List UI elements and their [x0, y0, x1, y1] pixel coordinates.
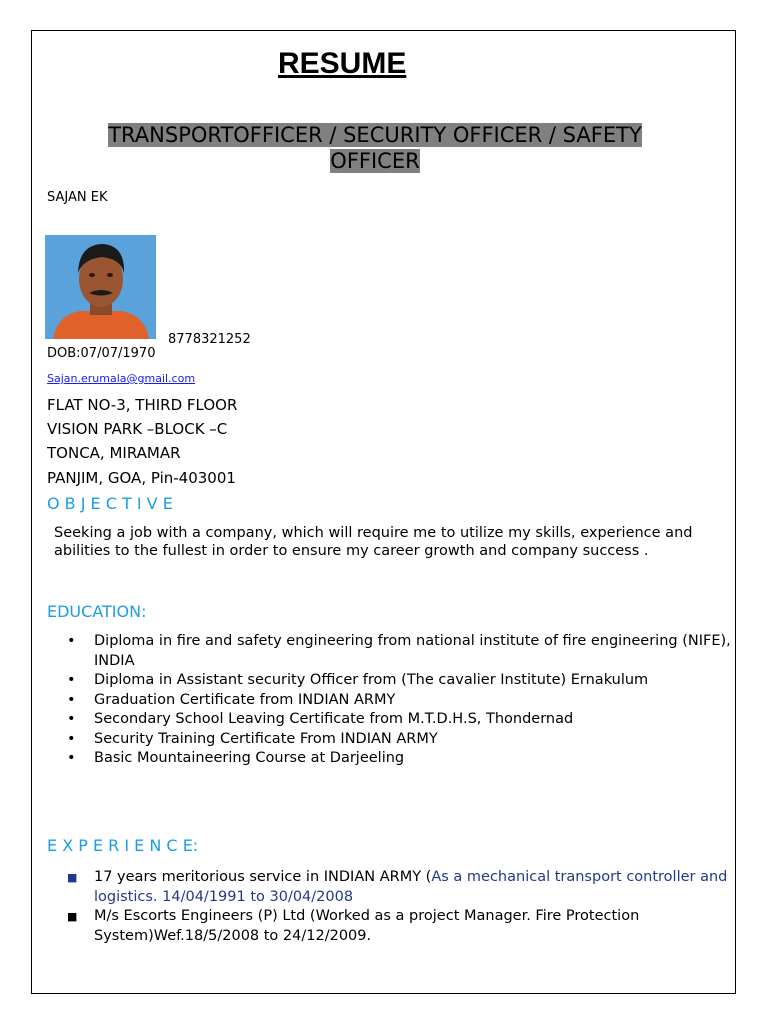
objective-text: Seeking a job with a company, which will require me to utilize my skills, experience and abilities to the fullest in order to ensure my career growth and company success . [54, 525, 693, 559]
address-line-1: FLAT NO-3, THIRD FLOOR [47, 396, 238, 414]
list-item: • Graduation Certificate from INDIAN ARMY [47, 691, 732, 711]
bullet-icon: • [67, 711, 76, 727]
bullet-icon: • [67, 691, 76, 708]
list-item: • Diploma in Assistant security Officer from (The cavalier Institute) Ernakulum [47, 671, 732, 691]
list-item: • Security Training Certificate From INDIAN ARMY [47, 730, 732, 750]
date-of-birth: DOB:07/07/1970 [47, 346, 156, 361]
bullet-icon: • [67, 633, 76, 649]
objective-heading: O B J E C T I V E [47, 494, 173, 513]
list-item: ■ M/s Escorts Engineers (P) Ltd (Worked as a project Manager. Fire Protection System)Wef.18/5/2008 to 24/12/2009. [67, 908, 640, 944]
square-bullet-icon: ■ [67, 871, 78, 884]
bullet-icon: • [67, 672, 76, 688]
address-line-4: PANJIM, GOA, Pin-403001 [47, 469, 236, 487]
job-title-line2: OFFICER [330, 149, 420, 173]
education-list [47, 632, 732, 769]
list-item: ■ 17 years meritorious service in INDIAN ARMY (As a mechanical transport controller and logistics. 14/04/1991 to 30/04/2008 [67, 869, 728, 905]
candidate-name: SAJAN EK [47, 190, 108, 205]
list-item: • Basic Mountaineering Course at Darjeeling [47, 749, 732, 769]
square-bullet-icon: ■ [67, 910, 78, 923]
profile-photo [45, 235, 156, 339]
bullet-icon: • [67, 730, 76, 747]
job-title [60, 122, 690, 174]
phone-number: 8778321252 [168, 332, 251, 347]
education-heading: EDUCATION: [47, 602, 147, 621]
address-line-3: TONCA, MIRAMAR [47, 444, 181, 462]
resume-title: RESUME [278, 47, 407, 80]
experience-list [47, 868, 732, 946]
email-link[interactable]: Sajan.erumala@gmail.com [47, 372, 196, 385]
address-line-2: VISION PARK –BLOCK –C [47, 420, 228, 438]
experience-heading: E X P E R I E N C E: [47, 836, 199, 855]
job-title-line1: TRANSPORTOFFICER / SECURITY OFFICER / SAFETY [108, 123, 642, 147]
bullet-icon: • [67, 750, 76, 766]
list-item: • Secondary School Leaving Certificate from M.T.D.H.S, Thondernad [47, 710, 732, 730]
list-item: • Diploma in fire and safety engineering from national institute of fire engineering (NIFE), INDIA [67, 633, 731, 669]
